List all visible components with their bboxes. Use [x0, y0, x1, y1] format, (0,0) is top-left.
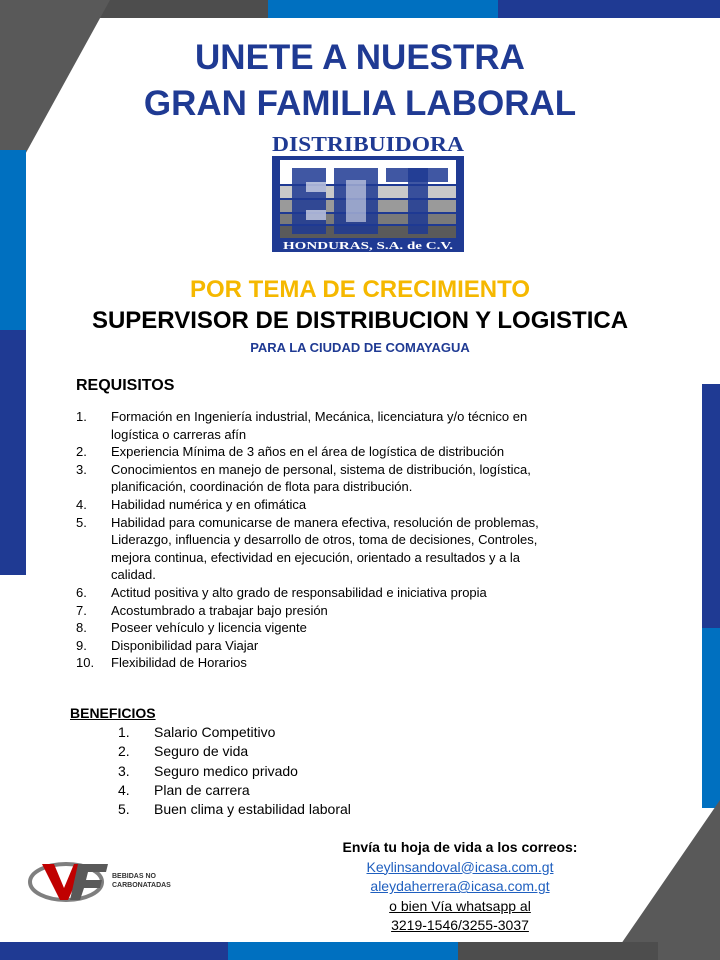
brand-logo: [28, 852, 178, 910]
requirement-item: 1. Formación en Ingeniería industrial, Mecánica, licenciatura y/o técnico en logística o carreras afín: [76, 409, 528, 442]
requirement-item: 3. Conocimientos en manejo de personal, sistema de distribución, logística, planificación, coordinación de flota para distribución.: [76, 461, 531, 495]
logo-bottom-text: HONDURAS, S.A. de C.V.: [283, 241, 454, 252]
whatsapp-label: o bien Vía whatsapp al: [389, 897, 531, 914]
requirements-title: REQUISITOS: [76, 377, 175, 394]
job-title: SUPERVISOR DE DISTRIBUCION Y LOGISTICA: [91, 307, 629, 334]
right-strip-blue: [702, 628, 720, 808]
company-logo: [270, 130, 466, 256]
brand-logo-line2: CARBONATADAS: [112, 882, 171, 889]
top-bar-blue: [268, 0, 500, 18]
benefit-item: 1. Salario Competitivo: [118, 724, 276, 740]
benefit-item: 3. Seguro medico privado: [118, 762, 298, 779]
requirement-item: 10. Flexibilidad de Horarios: [76, 655, 247, 671]
requirement-item: 6. Actitud positiva y alto grado de responsabilidad e iniciativa propia: [76, 584, 487, 600]
right-strip-navy: [702, 384, 720, 629]
growth-subtitle: POR TEMA DE CRECIMIENTO: [189, 276, 531, 303]
right-wedge-gray: [610, 800, 720, 960]
contact-block: [300, 838, 620, 936]
whatsapp-phones: 3219-1546/3255-3037: [391, 917, 529, 934]
logo-top-text: DISTRIBUIDORA: [272, 132, 465, 156]
benefit-item: 4. Plan de carrera: [118, 781, 250, 798]
requirements-list: [76, 408, 546, 672]
top-bar-navy: [498, 0, 720, 18]
bottom-bar-gray: [458, 942, 658, 960]
requirement-item: 9. Disponibilidad para Viajar: [76, 637, 259, 653]
benefits-list: [118, 723, 351, 819]
email-link-aleyda[interactable]: aleydaherrera@icasa.com.gt: [370, 878, 550, 895]
bottom-bar-blue: [228, 942, 460, 960]
contact-title: Envía tu hoja de vida a los correos:: [342, 839, 578, 855]
requirement-item: 8. Poseer vehículo y licencia vigente: [76, 620, 307, 636]
headline-line1: UNETE A NUESTRA: [195, 38, 525, 77]
brand-logo-line1: BEBIDAS NO: [112, 873, 156, 880]
benefit-item: 5. Buen clima y estabilidad laboral: [118, 801, 351, 818]
benefit-item: 2. Seguro de vida: [118, 743, 249, 760]
left-strip-navy: [0, 330, 26, 575]
requirement-item: 7. Acostumbrado a trabajar bajo presión: [76, 602, 328, 618]
requirement-item: 2. Experiencia Mínima de 3 años en el área de logística de distribución: [76, 444, 505, 460]
headline-line2: GRAN FAMILIA LABORAL: [143, 84, 577, 123]
requirement-item: 4. Habilidad numérica y en ofimática: [76, 496, 307, 512]
benefits-title: BENEFICIOS: [70, 705, 156, 721]
requirement-item: 5. Habilidad para comunicarse de manera efectiva, resolución de problemas, Liderazgo, influencia y desarrollo de otros, toma de decisiones, Controles, mejora continua, efectividad en ejecución, orientado a resultados y a la calidad.: [76, 514, 539, 583]
bottom-bar-navy: [0, 942, 228, 960]
job-city: PARA LA CIUDAD DE COMAYAGUA: [250, 340, 470, 355]
email-link-keylin[interactable]: Keylinsandoval@icasa.com.gt: [366, 858, 554, 875]
